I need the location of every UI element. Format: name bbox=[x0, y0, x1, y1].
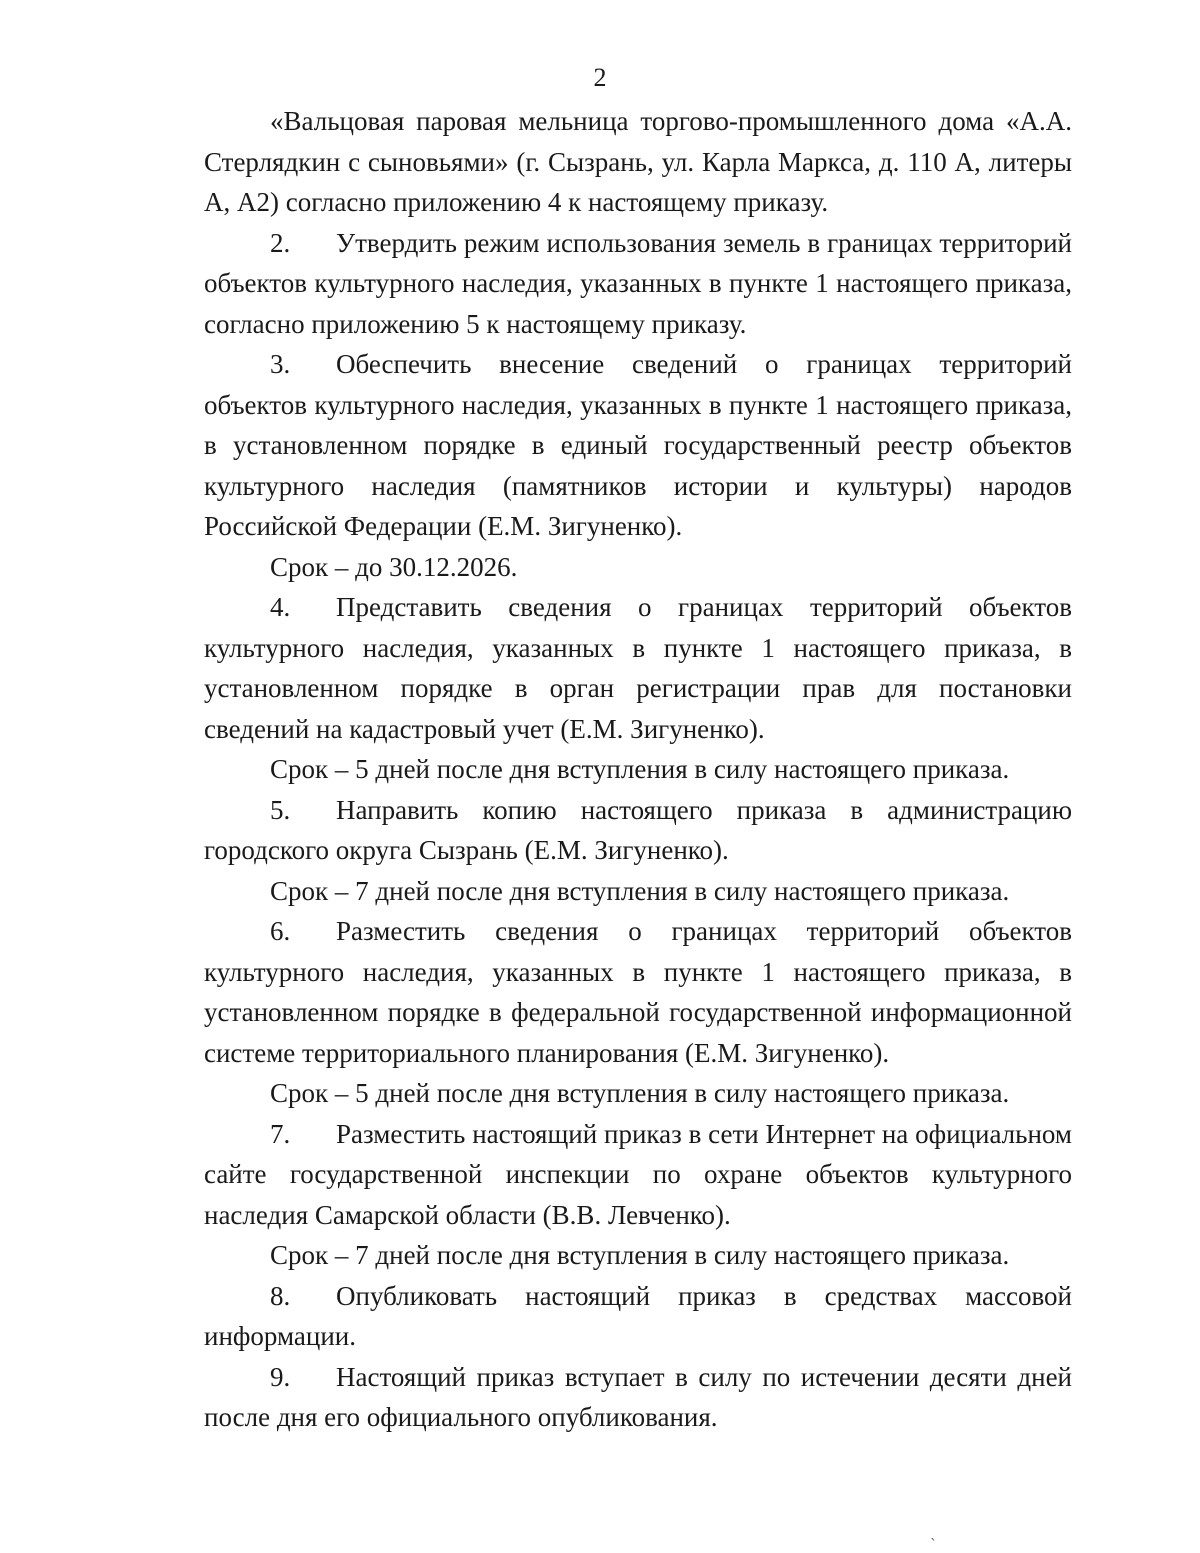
item-4 bbox=[204, 587, 1072, 749]
deadline-item-4: Срок – 5 дней после дня вступления в силу настоящего приказа. bbox=[270, 754, 1010, 784]
deadline-item-5: Срок – 7 дней после дня вступления в силу настоящего приказа. bbox=[270, 875, 1010, 906]
intro-paragraph: «Вальцовая паровая мельница торгово-промышленного дома «А.А. Стерлядкин с сыновьями» (г. Сызрань, ул. Карла Маркса, д. 110 А, литеры А, А2) согласно приложению 4 к настоящему приказу. bbox=[204, 106, 1072, 217]
item-text: Обеспечить внесение сведений о границах территорий объектов культурного наследия, указанных в пункте 1 настоящего приказа, в установленном порядке в единый государственный реестр объектов культурного наследия (памятников истории и культуры) народов Российской Федерации (Е.М. Зигуненко). bbox=[204, 349, 1072, 541]
item-number: 8. bbox=[270, 1280, 291, 1311]
item-5 bbox=[204, 790, 1072, 871]
item-number: 5. bbox=[270, 794, 291, 825]
item-text: Опубликовать настоящий приказ в средствах массовой информации. bbox=[204, 1280, 1072, 1351]
item-number: 3. bbox=[270, 349, 291, 379]
item-number: 9. bbox=[270, 1361, 291, 1392]
item-text: Настоящий приказ вступает в силу по истечении десяти дней после дня его официального опубликования. bbox=[204, 1361, 1072, 1432]
item-8 bbox=[204, 1276, 1072, 1357]
item-number: 4. bbox=[270, 592, 291, 622]
order-body bbox=[204, 101, 1072, 1438]
item-number: 6. bbox=[270, 916, 291, 946]
item-number: 7. bbox=[270, 1118, 291, 1149]
item-text: Разместить сведения о границах территорий объектов культурного наследия, указанных в пункте 1 настоящего приказа, в установленном порядке в федеральной государственной информационной системе территориального планирования (Е.М. Зигуненко). bbox=[204, 916, 1072, 1068]
deadline-item-6: Срок – 5 дней после дня вступления в силу настоящего приказа. bbox=[270, 1078, 1010, 1108]
item-6 bbox=[204, 911, 1072, 1073]
deadline-item-7: Срок – 7 дней после дня вступления в силу настоящего приказа. bbox=[270, 1240, 1010, 1270]
item-2 bbox=[204, 223, 1072, 345]
deadline-item-3: Срок – до 30.12.2026. bbox=[270, 551, 518, 582]
item-text: Утвердить режим использования земель в границах территорий объектов культурного наследия, указанных в пункте 1 настоящего приказа, согласно приложению 5 к настоящему приказу. bbox=[204, 227, 1072, 339]
item-text: Разместить настоящий приказ в сети Интернет на официальном сайте государственной инспекции по охране объектов культурного наследия Самарской области (В.В. Левченко). bbox=[204, 1118, 1072, 1230]
page-number: 2 bbox=[593, 63, 607, 92]
item-3 bbox=[204, 344, 1072, 547]
item-9 bbox=[204, 1357, 1072, 1438]
item-text: Направить копию настоящего приказа в администрацию городского округа Сызрань (Е.М. Зигуненко). bbox=[204, 794, 1072, 865]
item-7 bbox=[204, 1114, 1072, 1236]
scan-speck-mark: ˎ bbox=[930, 1525, 937, 1541]
item-number: 2. bbox=[270, 227, 291, 258]
item-text: Представить сведения о границах территорий объектов культурного наследия, указанных в пункте 1 настоящего приказа, в установленном порядке в орган регистрации прав для постановки сведений на кадастровый учет (Е.М. Зигуненко). bbox=[204, 592, 1072, 744]
